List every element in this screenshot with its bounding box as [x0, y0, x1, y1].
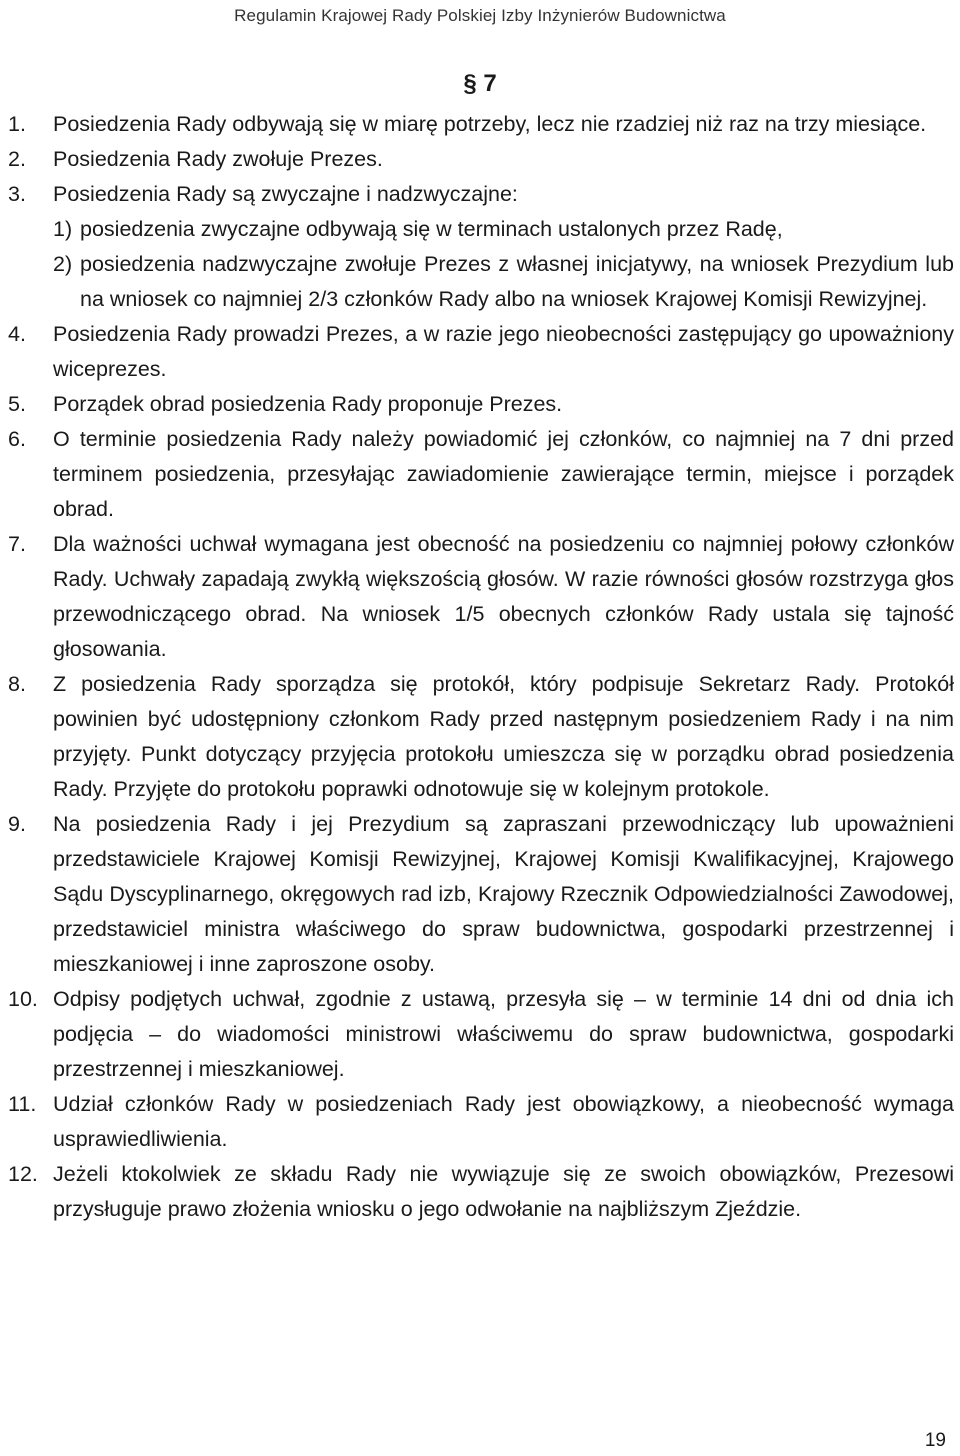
- subparagraph-text: posiedzenia nadzwyczajne zwołuje Prezes z własnej inicjatywy, na wniosek Prezydium lub na wniosek co najmniej 2/3 członków Rady albo na wniosek Krajowej Komisji Rewizyjnej.: [80, 252, 954, 311]
- paragraph-item: [8, 317, 954, 387]
- subparagraph-number: 1): [53, 217, 73, 241]
- paragraph-text: Porządek obrad posiedzenia Rady proponuje Prezes.: [53, 392, 563, 416]
- paragraph-number: 6.: [8, 427, 26, 451]
- paragraph-item: [8, 177, 954, 317]
- paragraph-item: [8, 1157, 954, 1227]
- paragraph-item: [8, 142, 954, 177]
- paragraph-text: Posiedzenia Rady są zwyczajne i nadzwyczajne:: [53, 182, 518, 206]
- paragraph-number: 1.: [8, 112, 26, 136]
- paragraph-text: Posiedzenia Rady odbywają się w miarę potrzeby, lecz nie rzadziej niż raz na trzy miesiące.: [53, 112, 927, 136]
- paragraph-text: Dla ważności uchwał wymagana jest obecność na posiedzeniu co najmniej połowy członków Rady. Uchwały zapadają zwykłą większością głosów. W razie równości głosów rozstrzyga głos przewodniczącego obrad. Na wniosek 1/5 obecnych członków Rady ustala się tajność głosowania.: [53, 532, 954, 661]
- paragraph-text: Udział członków Rady w posiedzeniach Rady jest obowiązkowy, a nieobecność wymaga usprawiedliwienia.: [53, 1092, 954, 1151]
- subparagraph-text: posiedzenia zwyczajne odbywają się w terminach ustalonych przez Radę,: [80, 217, 783, 241]
- paragraph-text: Posiedzenia Rady zwołuje Prezes.: [53, 147, 383, 171]
- paragraph-number: 7.: [8, 532, 26, 556]
- paragraph-item: [8, 667, 954, 807]
- subparagraph-item: [53, 212, 954, 247]
- paragraph-number: 9.: [8, 812, 26, 836]
- paragraph-list: [8, 107, 954, 1227]
- paragraph-number: 4.: [8, 322, 26, 346]
- paragraph-number: 11.: [8, 1092, 37, 1116]
- paragraph-item: [8, 422, 954, 527]
- paragraph-item: [8, 107, 954, 142]
- paragraph-text: Z posiedzenia Rady sporządza się protokół, który podpisuje Sekretarz Rady. Protokół powinien być udostępniony członkom Rady przed następnym posiedzeniem Rady i na nim przyjęty. Punkt dotyczący przyjęcia protokołu umieszcza się w porządku obrad posiedzenia Rady. Przyjęte do protokołu poprawki odnotowuje się w kolejnym protokole.: [53, 672, 954, 801]
- paragraph-text: Odpisy podjętych uchwał, zgodnie z ustawą, przesyła się – w terminie 14 dni od dnia ich podjęcia – do wiadomości ministrowi właściwemu do spraw budownictwa, gospodarki przestrzennej i mieszkaniowej.: [53, 987, 954, 1081]
- page-number: 19: [924, 1430, 946, 1451]
- paragraph-number: 2.: [8, 147, 26, 171]
- paragraph-number: 5.: [8, 392, 26, 416]
- paragraph-text: Posiedzenia Rady prowadzi Prezes, a w razie jego nieobecności zastępujący go upoważniony wiceprezes.: [53, 322, 954, 381]
- paragraph-text: Jeżeli ktokolwiek ze składu Rady nie wywiązuje się ze swoich obowiązków, Prezesowi przysługuje prawo złożenia wniosku o jego odwołanie na najbliższym Zjeździe.: [53, 1162, 954, 1221]
- paragraph-text: O terminie posiedzenia Rady należy powiadomić jej członków, co najmniej na 7 dni przed terminem posiedzenia, przesyłając zawiadomienie zawierające termin, miejsce i porządek obrad.: [53, 427, 954, 521]
- paragraph-item: [8, 982, 954, 1087]
- subparagraph-number: 2): [53, 252, 73, 276]
- paragraph-number: 12.: [8, 1162, 38, 1186]
- subparagraph-item: [53, 247, 954, 317]
- subparagraph-list: [53, 212, 954, 317]
- paragraph-item: [8, 1087, 954, 1157]
- paragraph-text: Na posiedzenia Rady i jej Prezydium są zapraszani przewodniczący lub upoważnieni przedstawiciele Krajowej Komisji Rewizyjnej, Krajowej Komisji Kwalifikacyjnej, Krajowego Sądu Dyscyplinarnego, okręgowych rad izb, Krajowy Rzecznik Odpowiedzialności Zawodowej, przedstawiciel ministra właściwego do spraw budownictwa, gospodarki przestrzennej i mieszkaniowej i inne zaproszone osoby.: [53, 812, 954, 976]
- paragraph-number: 8.: [8, 672, 26, 696]
- paragraph-item: [8, 807, 954, 982]
- paragraph-number: 10.: [8, 987, 38, 1011]
- paragraph-number: 3.: [8, 182, 26, 206]
- running-header: Regulamin Krajowej Rady Polskiej Izby Inżynierów Budownictwa: [234, 6, 726, 25]
- paragraph-item: [8, 527, 954, 667]
- paragraph-item: [8, 387, 954, 422]
- section-title: § 7: [463, 70, 497, 97]
